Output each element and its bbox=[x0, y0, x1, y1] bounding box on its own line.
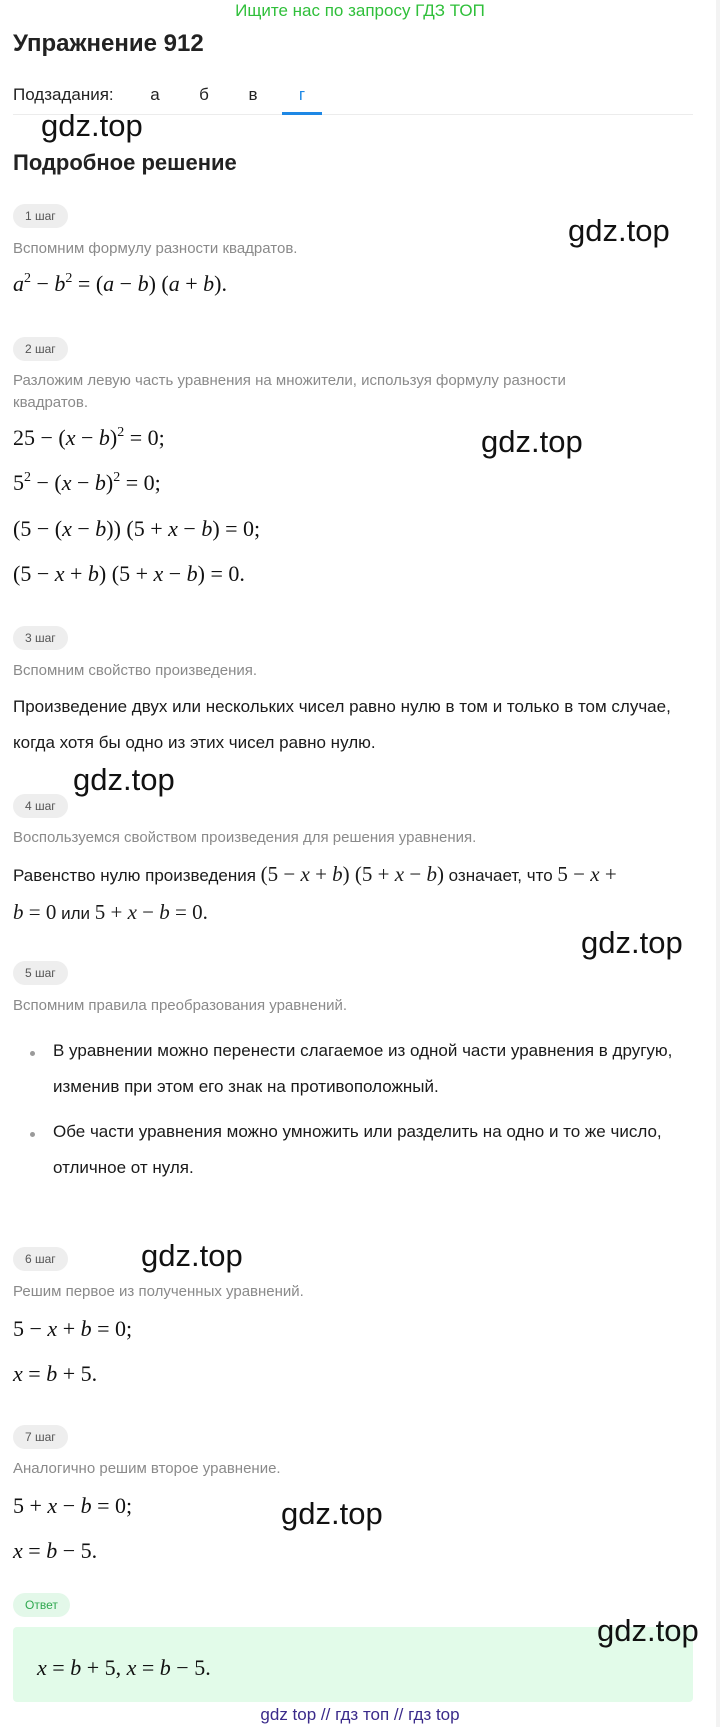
tab-subtask-a[interactable]: а bbox=[150, 85, 160, 104]
step-badge-5: 5 шаг bbox=[13, 961, 68, 985]
inline-math: (5 − x + b) (5 + x − b) bbox=[260, 862, 444, 886]
watermark: gdz.top bbox=[597, 1613, 699, 1648]
active-tab-indicator bbox=[282, 112, 322, 115]
step-badge-6: 6 шаг bbox=[13, 1247, 68, 1271]
step-badge-4: 4 шаг bbox=[13, 794, 68, 818]
step-4-text-part2: означает, что bbox=[448, 866, 553, 885]
step-4-text-part1: Равенство нулю произведения bbox=[13, 866, 256, 885]
top-banner: Ищите нас по запросу ГДЗ ТОП bbox=[235, 1, 485, 20]
step-badge-7: 7 шаг bbox=[13, 1425, 68, 1449]
equation-line: 5 − x + b = 0; bbox=[13, 1316, 133, 1341]
watermark: gdz.top bbox=[581, 925, 683, 960]
rule-bullet-2: Обе части уравнения можно умножить или разделить на одно и то же число, отличное от нуля. bbox=[53, 1122, 662, 1177]
scrollbar-track[interactable] bbox=[716, 0, 720, 1727]
footer-links[interactable]: gdz top // гдз топ // гдз top bbox=[260, 1705, 460, 1724]
step-hint-7: Аналогично решим второе уравнение. bbox=[13, 1460, 281, 1477]
bullet-dot bbox=[30, 1132, 35, 1137]
equation-line: $25 - (x - b)^2 = 0$; bbox=[13, 425, 165, 450]
step-4-text-part3: или bbox=[61, 904, 90, 923]
watermark: gdz.top bbox=[568, 213, 670, 248]
equation-line: $5^2 - (x - b)^2 = 0$; bbox=[13, 470, 161, 495]
inline-math: 5 + x − b = 0. bbox=[94, 900, 208, 924]
step-hint-3: Вспомним свойство произведения. bbox=[13, 662, 258, 679]
equation-line: x = b − 5. bbox=[13, 1538, 98, 1563]
watermark: gdz.top bbox=[141, 1238, 243, 1273]
watermark: gdz.top bbox=[41, 108, 143, 143]
tab-subtask-b[interactable]: б bbox=[199, 85, 209, 104]
tab-subtask-v[interactable]: в bbox=[248, 85, 258, 104]
step-hint-6: Решим первое из полученных уравнений. bbox=[13, 1283, 304, 1300]
bullet-dot bbox=[30, 1051, 35, 1056]
answer-formula: x = b + 5, x = b − 5. bbox=[37, 1655, 211, 1680]
equation-line: x = b + 5. bbox=[13, 1361, 98, 1386]
step-badge-2: 2 шаг bbox=[13, 337, 68, 361]
section-title: Подробное решение bbox=[13, 150, 237, 175]
step-badge-3: 3 шаг bbox=[13, 626, 68, 650]
tab-subtask-g[interactable]: г bbox=[298, 85, 306, 104]
step-hint-1: Вспомним формулу разности квадратов. bbox=[13, 240, 298, 257]
watermark: gdz.top bbox=[281, 1496, 383, 1531]
watermark: gdz.top bbox=[73, 762, 175, 797]
step-hint-2: Разложим левую часть уравнения на множители, используя формулу разности квадратов. bbox=[13, 372, 566, 411]
equation-line: (5 − (x − b)) (5 + x − b) = 0; bbox=[13, 516, 261, 541]
subtasks-label: Подзадания: bbox=[13, 85, 114, 104]
answer-badge: Ответ bbox=[13, 1593, 70, 1617]
step-hint-5: Вспомним правила преобразования уравнений. bbox=[13, 997, 348, 1014]
rule-bullet-1: В уравнении можно перенести слагаемое из одной части уравнения в другую, изменив при этом его знак на противоположный. bbox=[53, 1041, 673, 1096]
page-title: Упражнение 912 bbox=[13, 30, 204, 57]
equation-line: 5 + x − b = 0; bbox=[13, 1493, 133, 1518]
inline-math: b = 0 bbox=[13, 900, 57, 924]
step-hint-4: Воспользуемся свойством произведения для решения уравнения. bbox=[13, 829, 477, 846]
step-4-text bbox=[13, 856, 693, 932]
formula-difference-of-squares: $a^2 - b^2 = (a - b) (a + b)$. bbox=[13, 271, 227, 296]
inline-math: 5 − x + bbox=[557, 862, 617, 886]
equation-line: (5 − x + b) (5 + x − b) = 0. bbox=[13, 561, 245, 586]
watermark: gdz.top bbox=[481, 424, 583, 459]
step-badge-1: 1 шаг bbox=[13, 204, 68, 228]
step-3-text: Произведение двух или нескольких чисел равно нулю в том и только в том случае, когда хотя бы одно из этих чисел равно нулю. bbox=[13, 697, 671, 752]
